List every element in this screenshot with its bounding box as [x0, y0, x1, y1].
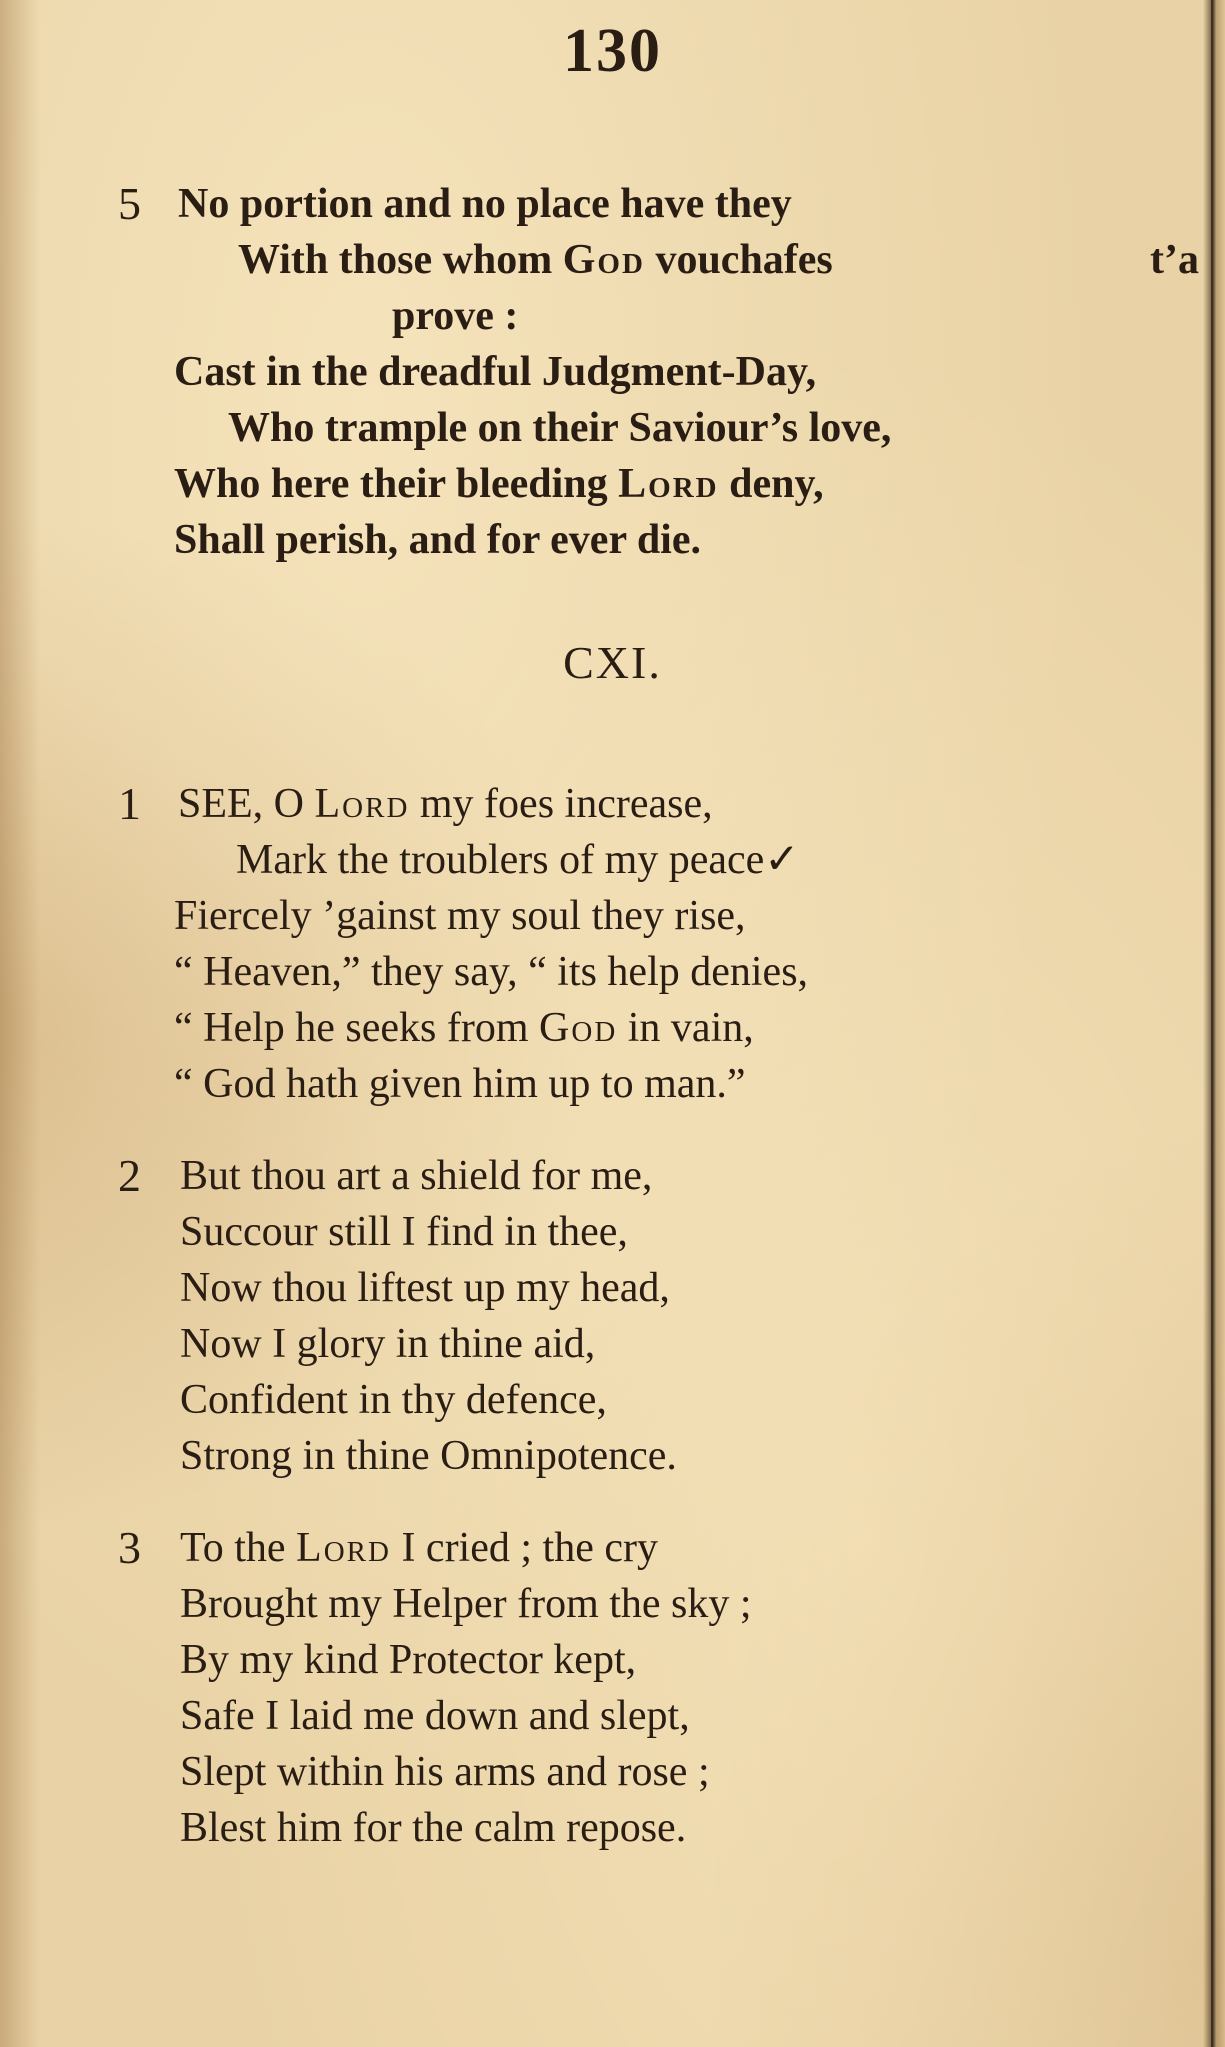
- stanza-line: prove :: [392, 293, 519, 339]
- stanza-line: With those whom God vouchafes: [238, 237, 833, 283]
- stanza-line: Succour still I find in thee,: [180, 1209, 628, 1255]
- stanza-line: “ Help he seeks from God in vain,: [174, 1005, 754, 1051]
- stanza-line: But thou art a shield for me,: [180, 1153, 653, 1199]
- stanza-line: Safe I laid me down and slept,: [180, 1693, 690, 1739]
- stanza-line-fragment: t’a: [1150, 237, 1199, 283]
- stanza-line: “ Heaven,” they say, “ its help denies,: [174, 949, 809, 995]
- stanza-number: 3: [118, 1522, 141, 1573]
- page-shadow-left: [0, 0, 40, 2047]
- stanza-line: To the Lord I cried ; the cry: [180, 1525, 658, 1571]
- stanza-line: Who here their bleeding Lord deny,: [174, 461, 824, 507]
- stanza-line: Shall perish, and for ever die.: [174, 517, 701, 563]
- stanza-line: Confident in thy defence,: [180, 1377, 607, 1423]
- stanza-line: Brought my Helper from the sky ;: [180, 1581, 752, 1627]
- stanza-line: SEE, O Lord my foes increase,: [178, 781, 713, 827]
- stanza-line: By my kind Protector kept,: [180, 1637, 637, 1683]
- stanza-number: 5: [118, 178, 141, 229]
- stanza-line: Blest him for the calm repose.: [180, 1805, 687, 1851]
- stanza-line: Mark the troublers of my peace✓: [236, 837, 800, 883]
- stanza-line: Who trample on their Saviour’s love,: [228, 405, 892, 451]
- stanza-line: Fiercely ’gainst my soul they rise,: [174, 893, 746, 939]
- page-edge-right: [1203, 0, 1225, 2047]
- stanza-line: No portion and no place have they: [178, 181, 792, 227]
- stanza-line: Slept within his arms and rose ;: [180, 1749, 710, 1795]
- stanza-line: Strong in thine Omnipotence.: [180, 1433, 677, 1479]
- stanza-line: Cast in the dreadful Judgment-Day,: [174, 349, 817, 395]
- stanza-line: Now thou liftest up my head,: [180, 1265, 670, 1311]
- page-number: 130: [563, 17, 662, 85]
- hymn-title: CXI.: [563, 637, 662, 688]
- stanza-line: “ God hath given him up to man.”: [174, 1061, 746, 1107]
- stanza-number: 2: [118, 1150, 141, 1201]
- stanza-line: Now I glory in thine aid,: [180, 1321, 596, 1367]
- stanza-number: 1: [118, 778, 141, 829]
